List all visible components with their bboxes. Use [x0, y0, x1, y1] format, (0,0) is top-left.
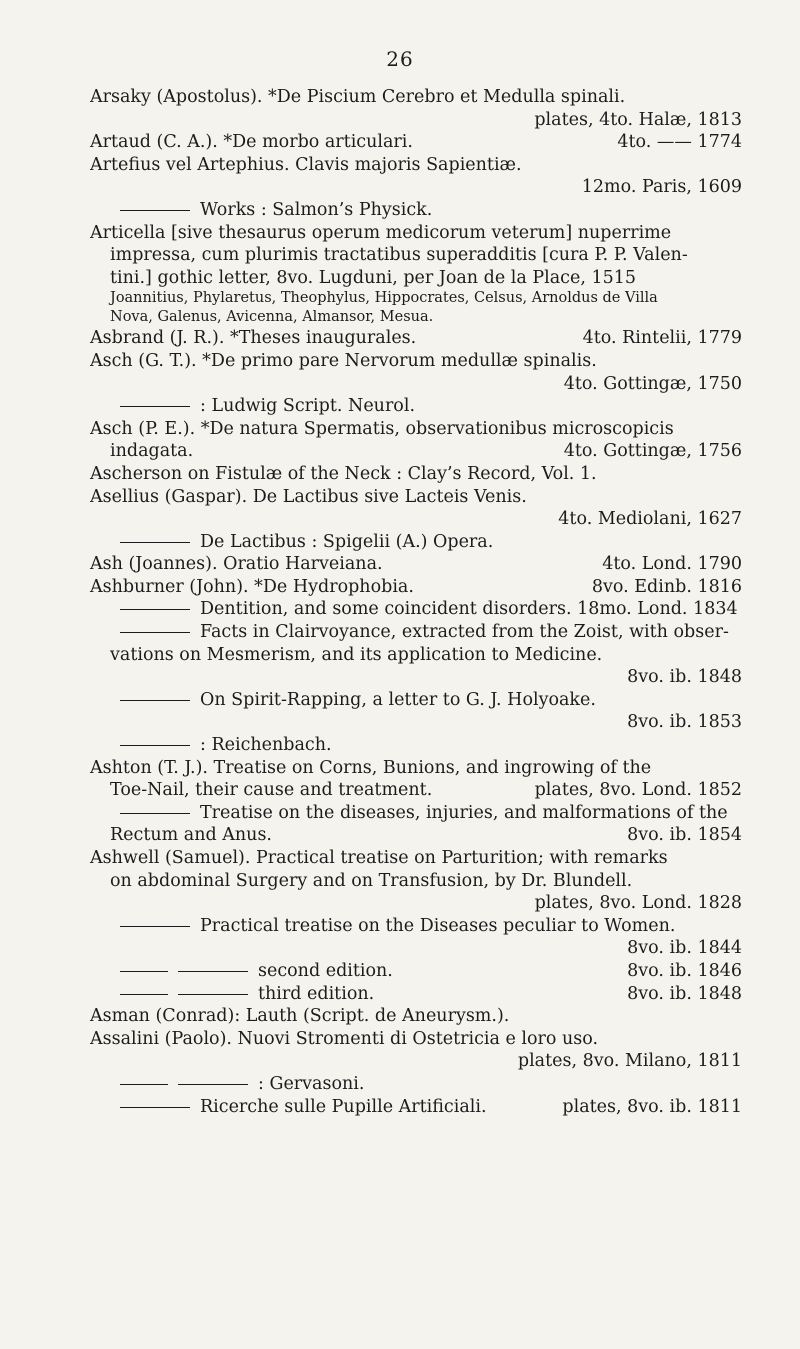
entry-title: Dentition, and some coincident disorders. 18mo. Lond. 1834	[200, 599, 738, 620]
entry-line	[90, 440, 742, 463]
entry-line: tini.] gothic letter, 8vo. Lugduni, per Joan de la Place, 1515	[110, 267, 636, 288]
entry-line-text: Facts in Clairvoyance, extracted from the Zoist, with obser-	[200, 622, 729, 643]
catalogue-entry	[90, 553, 742, 576]
entry-title: De Lactibus : Spigelii (A.) Opera.	[200, 531, 494, 552]
ditto-rule	[120, 971, 168, 972]
entry-imprint: 8vo. ib. 1844	[627, 938, 742, 959]
entry-imprint: 8vo. ib. 1848	[627, 667, 742, 688]
ditto-rule	[120, 813, 190, 814]
entry-title: : Ludwig Script. Neurol.	[200, 396, 416, 417]
ditto-rule	[120, 632, 190, 633]
catalogue-entry	[90, 418, 742, 463]
ditto-rule	[120, 1107, 190, 1108]
catalogue-entry	[90, 1096, 742, 1119]
entry-note: Joannitius, Phylaretus, Theophylus, Hippocrates, Celsus, Arnoldus de Villa	[110, 290, 658, 307]
ditto-rule	[120, 745, 190, 746]
catalogue-entry	[90, 486, 742, 531]
catalogue-entry	[90, 350, 742, 395]
ditto-rule	[120, 994, 168, 995]
ditto-rule	[120, 926, 190, 927]
entry-imprint: 12mo. Paris, 1609	[581, 177, 742, 198]
entry-line	[90, 915, 742, 938]
catalogue-entry	[90, 395, 742, 418]
entry-line	[90, 802, 742, 825]
entry-imprint: 4to. Gottingæ, 1756	[563, 441, 742, 462]
ditto-rule	[120, 210, 190, 211]
catalogue-entry	[90, 222, 742, 328]
entry-imprint: 4to. —— 1774	[617, 132, 742, 153]
catalogue-entry	[90, 199, 742, 222]
ditto-rule	[178, 994, 248, 995]
entry-note: Nova, Galenus, Avicenna, Almansor, Mesua.	[110, 309, 434, 326]
entry-line: Asch (P. E.). *De natura Spermatis, observationibus microscopicis	[90, 418, 674, 439]
catalogue-entry	[90, 1073, 742, 1096]
catalogue-entry	[90, 598, 742, 621]
entry-title: : Gervasoni.	[258, 1073, 365, 1094]
catalogue-entry	[90, 576, 742, 599]
entry-imprint: 8vo. Edinb. 1816	[591, 576, 742, 597]
entry-line-text: Practical treatise on the Diseases peculiar to Women.	[200, 915, 676, 936]
ditto-rule	[178, 1084, 248, 1085]
catalogue-entry	[90, 983, 742, 1006]
entry-line-text: indagata.	[110, 441, 194, 462]
ditto-rule	[120, 1084, 168, 1085]
entry-title: second edition.	[258, 960, 393, 981]
catalogue-entry	[90, 1028, 742, 1073]
entry-line: Assalini (Paolo). Nuovi Stromenti di Ostetricia e loro uso.	[90, 1028, 599, 1049]
entry-imprint: plates, 4to. Halæ, 1813	[534, 109, 742, 130]
entry-line-text: On Spirit-Rapping, a letter to G. J. Holyoake.	[200, 689, 596, 710]
entry-line: Ashwell (Samuel). Practical treatise on Parturition; with remarks	[90, 848, 668, 868]
entry-imprint: 8vo. ib. 1846	[627, 960, 742, 981]
catalogue-entry	[90, 531, 742, 554]
catalogue-entry	[90, 689, 742, 734]
catalogue-entry	[90, 327, 742, 350]
entry-imprint: plates, 8vo. ib. 1811	[562, 1096, 742, 1117]
entry-title: third edition.	[258, 983, 375, 1004]
ditto-rule	[120, 542, 190, 543]
entry-imprint: 8vo. ib. 1854	[627, 825, 742, 846]
entry-line: vations on Mesmerism, and its application to Medicine.	[110, 644, 603, 665]
ditto-rule	[120, 700, 190, 701]
entry-line	[90, 824, 742, 847]
entry-line	[90, 621, 742, 644]
entry-line	[90, 689, 742, 712]
entry-line: Asch (G. T.). *De primo pare Nervorum medullæ spinalis.	[90, 350, 597, 371]
entry-imprint: plates, 8vo. Lond. 1828	[534, 893, 742, 914]
entry-title: Ashburner (John). *De Hydrophobia.	[90, 576, 414, 597]
catalogue-entry	[90, 131, 742, 154]
ditto-rule	[178, 971, 248, 972]
entry-title: Ricerche sulle Pupille Artificiali.	[200, 1096, 487, 1117]
entry-line: Articella [sive thesaurus operum medicorum veterum] nuperrime	[90, 222, 672, 243]
entry-line: Asellius (Gaspar). De Lactibus sive Lacteis Venis.	[90, 486, 527, 507]
catalogue-entry	[90, 621, 742, 689]
page-number: 26	[386, 47, 414, 71]
entry-imprint: plates, 8vo. Milano, 1811	[517, 1051, 742, 1072]
entry-title: Artaud (C. A.). *De morbo articulari.	[90, 132, 413, 153]
entry-line-text: Treatise on the diseases, injuries, and malformations of the	[200, 802, 728, 823]
catalogue-entry	[90, 847, 742, 915]
entry-line: on abdominal Surgery and on Transfusion, by Dr. Blundell.	[110, 870, 633, 891]
entry-title: : Reichenbach.	[200, 735, 332, 756]
catalogue-entry	[90, 757, 742, 802]
entry-line-text: Toe-Nail, their cause and treatment.	[110, 780, 433, 801]
catalogue-page	[90, 86, 742, 1118]
entry-line: Artefius vel Artephius. Clavis majoris Sapientiæ.	[90, 154, 522, 175]
catalogue-entry: Ascherson on Fistulæ of the Neck : Clay’s Record, Vol. 1.	[90, 463, 597, 484]
catalogue-entry	[90, 915, 742, 960]
entry-imprint: 8vo. ib. 1848	[627, 983, 742, 1004]
entry-title: Works : Salmon’s Physick.	[200, 199, 433, 220]
catalogue-entry	[90, 734, 742, 757]
entry-line: Arsaky (Apostolus). *De Piscium Cerebro et Medulla spinali.	[90, 87, 626, 107]
catalogue-entry	[90, 802, 742, 847]
entry-imprint: 4to. Gottingæ, 1750	[563, 373, 742, 394]
catalogue-entry	[90, 154, 742, 199]
entry-imprint: 4to. Lond. 1790	[602, 554, 742, 575]
entry-imprint: 4to. Rintelii, 1779	[582, 328, 742, 349]
ditto-rule	[120, 609, 190, 610]
entry-imprint: 8vo. ib. 1853	[627, 712, 742, 733]
ditto-rule	[120, 406, 190, 407]
entry-title: Ash (Joannes). Oratio Harveiana.	[90, 554, 383, 575]
catalogue-entry: Asman (Conrad): Lauth (Script. de Aneurysm.).	[90, 1006, 510, 1027]
entry-line	[90, 779, 742, 802]
catalogue-entry	[90, 86, 742, 131]
catalogue-entry	[90, 960, 742, 983]
entry-title: Asbrand (J. R.). *Theses inaugurales.	[90, 328, 417, 349]
entry-imprint: plates, 8vo. Lond. 1852	[534, 780, 742, 801]
entry-line: Ashton (T. J.). Treatise on Corns, Bunions, and ingrowing of the	[90, 757, 652, 778]
entry-line: impressa, cum plurimis tractatibus superadditis [cura P. P. Valen-	[110, 245, 688, 266]
entry-imprint: 4to. Mediolani, 1627	[558, 509, 742, 530]
entry-line-text: Rectum and Anus.	[110, 825, 272, 846]
